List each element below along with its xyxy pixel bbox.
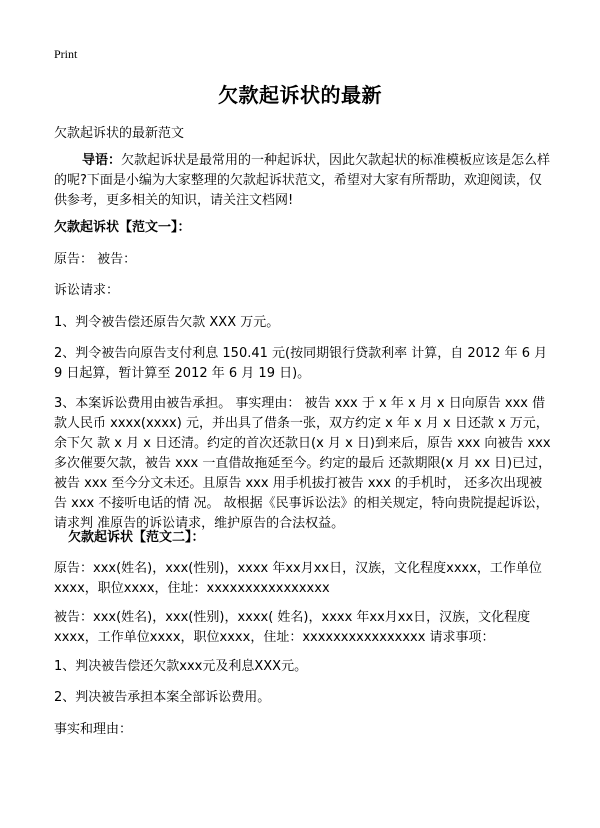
section1-item-3: 3、本案诉讼费用由被告承担。 事实理由： 被告 xxx 于 x 年 x 月 x 日向原告 xxx 借款人民币 xxxx(xxxx) 元，并出具了借条一张，双方约定 x 年 x 月 x 日还款 x 万元，余下欠 款 x 月 x 日还清。约定的首次还款日(x 月 x 日)到来后，原告 xxx 向被告 xxx 多次催要欠款，被告 xxx 一直借故拖延至今。约定的最后 还款期限(x 月 xx 日)已过，被告 xxx 至今分文未还。且原告 xxx 用手机拔打被告 xxx 的手机时， 还多次出现被告 xxx 不接听电话的情 况。 故根据《民事诉讼法》的相关规定，特向贵院提起诉讼，请求判 准原告的诉讼请求，维护原告的合法权益。 — [54, 396, 552, 531]
section2-heading: 欠款起诉状【范文二】： — [68, 530, 205, 545]
page-title: 欠款起诉状的最新 — [218, 83, 382, 107]
section1-heading: 欠款起诉状【范文一】： — [54, 220, 191, 235]
document-subtitle: 欠款起诉状的最新范文 — [54, 126, 185, 141]
section1-claims-label: 诉讼请求： — [54, 283, 120, 298]
section2-plaintiff: 原告：xxx(姓名)，xxx(性别)，xxxx 年xx月xx日，汉族，文化程度xxxx，工作单位 xxxx，职位xxxx，住址：xxxxxxxxxxxxxxxx — [54, 561, 542, 596]
section2-item-2: 2、判决被告承担本案全部诉讼费用。 — [54, 690, 271, 705]
intro-text: 欠款起诉状是最常用的一种起诉状，因此欠款起状的标准模板应该是怎么样的呢?下面是小编为大家整理的欠款起诉状范文，希望对大家有所帮助，欢迎阅读，仅供参考，更多相关的知识，请关注文档网! — [54, 153, 551, 208]
section2-facts-label: 事实和理由： — [54, 722, 133, 737]
intro-label: 导语： — [82, 153, 122, 168]
intro-paragraph — [54, 151, 554, 211]
section1-parties: 原告： 被告： — [54, 252, 137, 267]
section2-item-1: 1、判决被告偿还欠款xxx元及利息XXX元。 — [54, 659, 308, 674]
section2-defendant: 被告：xxx(姓名)，xxx(性别)，xxxx( 姓名)，xxxx 年xx月xx日，汉族，文化程度xxxx，工作单位xxxx，职位xxxx，住址：xxxxxxxxxxxxxxxx 请求事项： — [54, 610, 531, 645]
section1-item-2: 2、判令被告向原告支付利息 150.41 元(按同期银行贷款利率 计算，自 2012 年 6 月 9 日起算，暂计算至 2012 年 6 月 19 日)。 — [54, 346, 548, 381]
section1-item-1: 1、判令被告偿还原告欠款 XXX 万元。 — [54, 315, 280, 330]
print-label: Print — [54, 47, 78, 61]
